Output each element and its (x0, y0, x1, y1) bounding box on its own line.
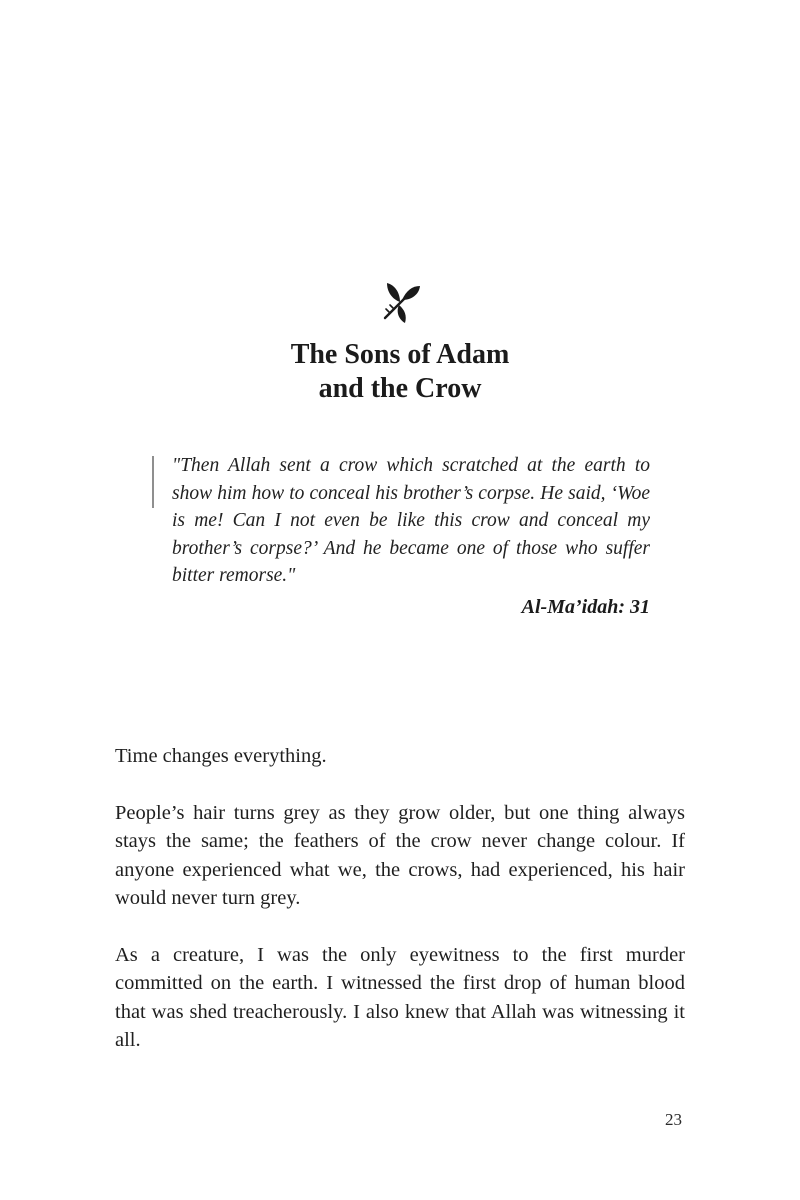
chapter-title-line2: and the Crow (318, 373, 482, 404)
leaf-icon (379, 280, 421, 324)
page-number: 23 (665, 1110, 682, 1129)
quote-text: "Then Allah sent a crow which scratched at the earth to show him how to conceal his brother’s corpse. He said, ‘Woe is me! Can I not even be like this crow and conceal my brother’s corpse?’ And he became one of those who suffer bitter remorse." (172, 455, 650, 586)
paragraph: As a creature, I was the only eyewitness to the first murder committed on the earth. I witnessed the first drop of human blood that was shed treacherously. I also knew that Allah was witnessing it all. (115, 943, 685, 1051)
chapter-title-line1: The Sons of Adam (290, 339, 510, 370)
paragraph: Time changes everything. (115, 745, 327, 767)
body-text (115, 742, 685, 1083)
quote-attribution: Al-Ma’idah: 31 (521, 596, 650, 618)
epigraph-quote (172, 452, 650, 590)
leaf-ornament (0, 280, 800, 324)
paragraph: People’s hair turns grey as they grow older, but one thing always stays the same; the feathers of the crow never change colour. If anyone experienced what we, the crows, had experienced, his hair would never turn grey. (115, 801, 685, 909)
quote-left-rule (152, 456, 154, 508)
chapter-title (0, 338, 800, 406)
